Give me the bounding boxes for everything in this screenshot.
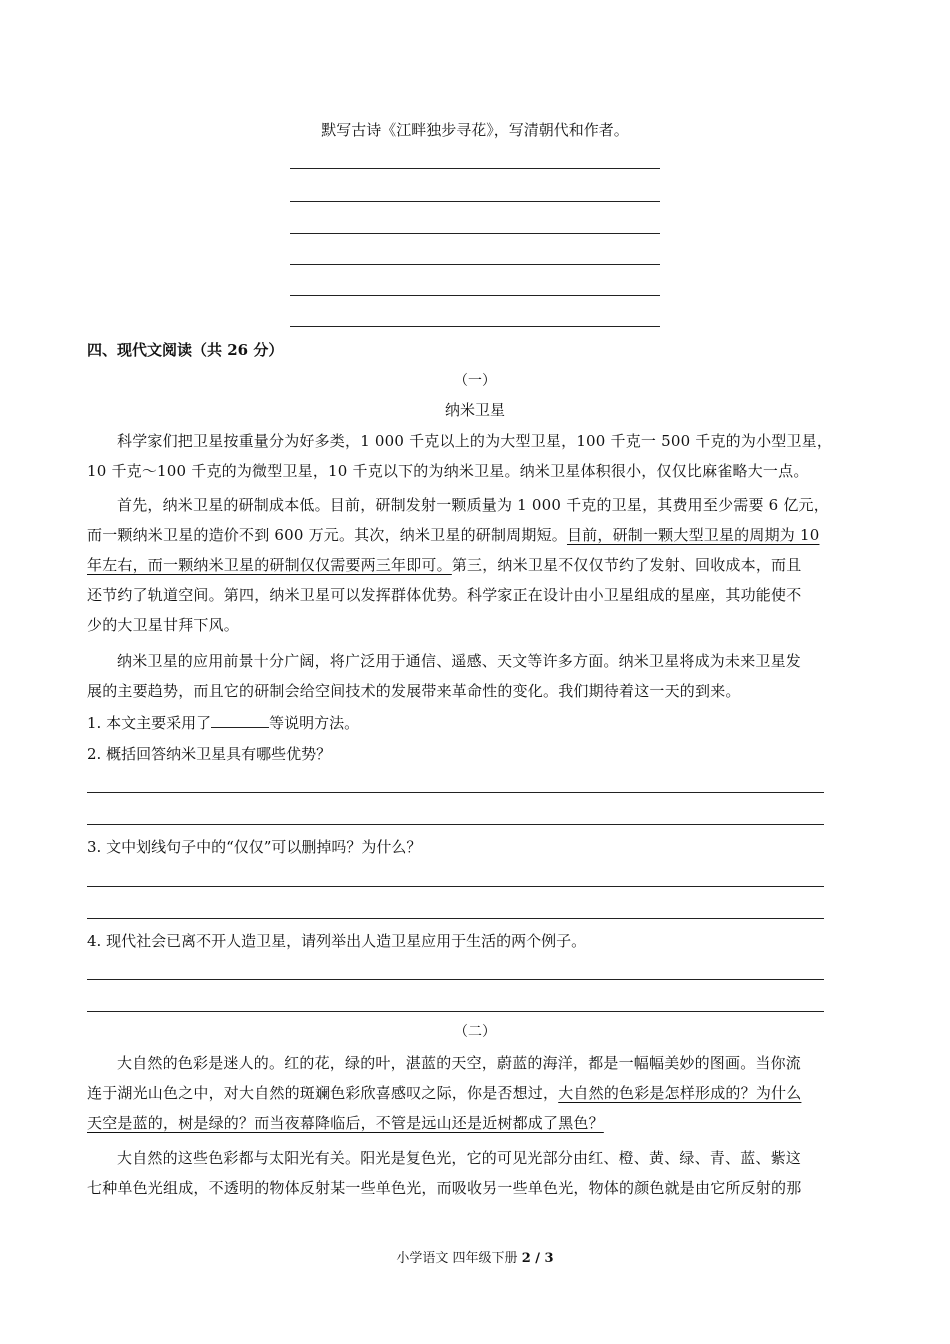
- text-line: 还节约了轨道空间。第四，纳米卫星可以发挥群体优势。科学家正在设计由小卫星组成的星座，其功能使不: [87, 586, 802, 604]
- page-number: 2 / 3: [521, 1251, 554, 1266]
- underlined-sentence: 目前，研制一颗大型卫星的周期为 10: [566, 526, 820, 544]
- text-line: [87, 1108, 865, 1138]
- text-line: [87, 520, 865, 550]
- fill-blank[interactable]: [211, 713, 269, 728]
- passage2-paragraph-2: [87, 1143, 865, 1203]
- text-line: 纳米卫星的应用前景十分广阔，将广泛用于通信、遥感、天文等许多方面。纳米卫星将成为未来卫星发: [117, 652, 802, 670]
- underlined-sentence: 年左右，而一颗纳米卫星的研制仅仅需要两三年即可。: [87, 556, 452, 574]
- underlined-sentence: 大自然的色彩是怎样形成的？为什么: [558, 1084, 802, 1102]
- answer-line: [290, 326, 660, 327]
- text-span: 连于湖光山色之中，对大自然的斑斓色彩欣喜感叹之际，你是否想过，: [87, 1084, 559, 1102]
- poem-task: 默写古诗《江畔独步寻花》，写清朝代和作者。: [321, 121, 629, 139]
- text-line: 科学家们把卫星按重量分为好多类，1 000 千克以上的为大型卫星，100 千克一 500 千克的为小型卫星，: [117, 432, 833, 450]
- answer-line[interactable]: [87, 918, 824, 919]
- passage1-paragraph-3: [87, 646, 865, 706]
- answer-line: [290, 201, 660, 202]
- passage-number: （一）: [454, 373, 496, 389]
- text-line: 大自然的这些色彩都与太阳光有关。阳光是复色光，它的可见光部分由红、橙、黄、绿、青、蓝、紫这: [117, 1149, 802, 1167]
- answer-line[interactable]: [87, 1011, 824, 1012]
- answer-line[interactable]: [87, 792, 824, 793]
- answer-line: [290, 168, 660, 169]
- text-span: 而一颗纳米卫星的造价不到 600 万元。其次，纳米卫星的研制周期短。: [87, 526, 567, 544]
- text-line: [87, 1078, 865, 1108]
- passage2-paragraph-1: [87, 1048, 865, 1138]
- underlined-sentence: 天空是蓝的，树是绿的？而当夜幕降临后，不管是远山还是近树都成了黑色？: [87, 1114, 604, 1132]
- section-title: 四、现代文阅读（共 26 分）: [87, 341, 284, 359]
- answer-line: [290, 295, 660, 296]
- answer-line[interactable]: [87, 824, 824, 825]
- question-2: 2. 概括回答纳米卫星具有哪些优势？: [87, 745, 332, 763]
- text-line: 首先，纳米卫星的研制成本低。目前，研制发射一颗质量为 1 000 千克的卫星，其费用至少需要 6 亿元，: [117, 496, 829, 514]
- question-3: 3. 文中划线句子中的“仅仅”可以删掉吗？为什么？: [87, 838, 422, 856]
- passage-title: 纳米卫星: [444, 401, 505, 419]
- passage1-paragraph-1: [87, 426, 865, 486]
- question-text: 等说明方法。: [269, 714, 360, 732]
- text-line: 少的大卫星甘拜下风。: [87, 616, 240, 634]
- text-line: 大自然的色彩是迷人的。红的花，绿的叶，湛蓝的天空，蔚蓝的海洋，都是一幅幅美妙的图画。当你流: [117, 1054, 802, 1072]
- text-line: [87, 550, 865, 580]
- text-span: 第三，纳米卫星不仅仅节约了发射、回收成本，而且: [451, 556, 802, 574]
- text-line: 七种单色光组成，不透明的物体反射某一些单色光，而吸收另一些单色光，物体的颜色就是由它所反射的那: [87, 1179, 802, 1197]
- page-footer: [0, 1249, 950, 1269]
- answer-line[interactable]: [87, 979, 824, 980]
- question-text: 1. 本文主要采用了: [87, 714, 212, 732]
- passage-number: （二）: [454, 1024, 496, 1040]
- answer-line: [290, 264, 660, 265]
- footer-text: 小学语文 四年级下册: [396, 1251, 522, 1266]
- passage1-paragraph-2: [87, 490, 865, 640]
- question-1: [87, 709, 359, 737]
- answer-line: [290, 233, 660, 234]
- answer-line[interactable]: [87, 886, 824, 887]
- text-line: 展的主要趋势，而且它的研制会给空间技术的发展带来革命性的变化。我们期待着这一天的到来。: [87, 682, 741, 700]
- text-line: 10 千克～100 千克的为微型卫星，10 千克以下的为纳米卫星。纳米卫星体积很小，仅仅比麻雀略大一点。: [87, 462, 809, 480]
- question-4: 4. 现代社会已离不开人造卫星，请列举出人造卫星应用于生活的两个例子。: [87, 932, 587, 950]
